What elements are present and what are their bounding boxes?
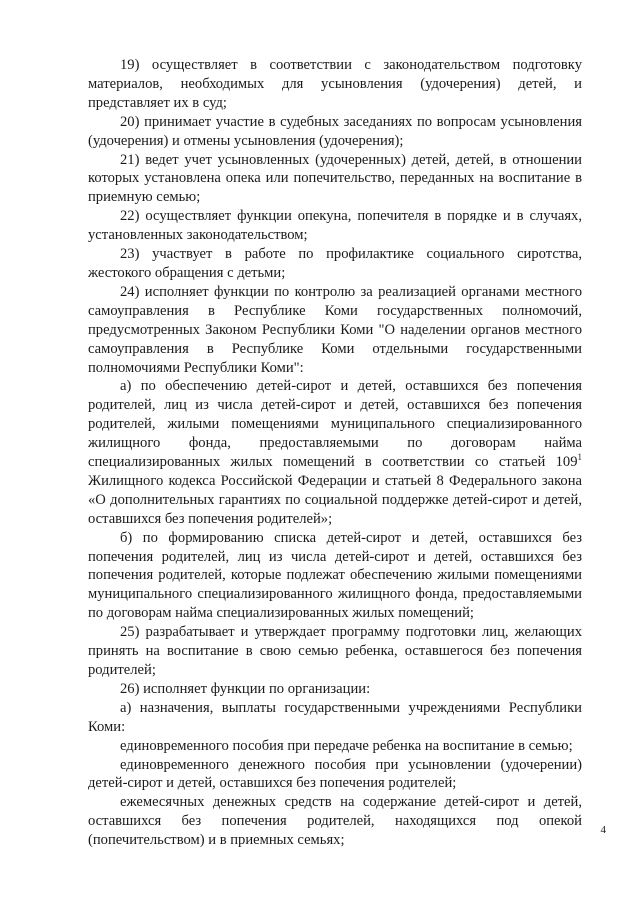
subitem-a-text-start: а) по обеспечению детей-сирот и детей, оставшихся без попечения родителей, лиц из числа детей-сирот и детей, оставшихся без попечения родителей, жилыми помещениями муниципального специализированного жилищного фонда, предоставляемыми по договорам найма специализированных жилых помещений в соответствии со статьей 109: [88, 378, 582, 471]
paragraph-item-22: 22) осуществляет функции опекуна, попечителя в порядке и в случаях, установленных законодательством;: [88, 208, 582, 244]
paragraph-item-19: 19) осуществляет в соответствии с законодательством подготовку материалов, необходимых для усыновления (удочерения) детей, и представляет их в суд;: [88, 57, 582, 111]
page-number: 4: [600, 824, 606, 836]
subitem-a-text-end: Жилищного кодекса Российской Федерации и статьей 8 Федерального закона «О дополнительных гарантиях по социальной поддержке детей-сирот и детей, оставшихся без попечения родителей»;: [88, 472, 582, 527]
paragraph-item-26: 26) исполняет функции по организации:: [120, 680, 371, 697]
paragraph-lump-sum-family: единовременного пособия при передаче ребенка на воспитание в семью;: [120, 737, 573, 754]
paragraph-subitem-a-payments: а) назначения, выплаты государственными учреждениями Республики Коми:: [88, 699, 582, 735]
paragraph-item-21: 21) ведет учет усыновленных (удочеренных) детей, детей, в отношении которых установлена опека или попечительство, переданных на воспитание в приемную семью;: [88, 151, 582, 206]
paragraph-monthly-funds: ежемесячных денежных средств на содержание детей-сирот и детей, оставшихся без попечения родителей, находящихся под опекой (попечительством) и в приемных семьях;: [88, 794, 582, 849]
paragraph-item-24: 24) исполняет функции по контролю за реализацией органами местного самоуправления в Республике Коми государственных полномочий, предусмотренных Законом Республики Коми "О наделении органов местного самоуправления в Республике Коми отдельными государственными полномочиями Республики Коми":: [88, 283, 582, 376]
document-body: [88, 56, 582, 850]
paragraph-item-25: 25) разрабатывает и утверждает программу подготовки лиц, желающих принять на воспитание в свою семью ребенка, оставшегося без попечения родителей;: [88, 624, 582, 678]
paragraph-subitem-b-list: б) по формированию списка детей-сирот и детей, оставшихся без попечения родителей, лиц из числа детей-сирот и детей, оставшихся без попечения родителей, которые подлежат обеспечению жилыми помещениями муниципального специализированного жилищного фонда, предоставляемыми по договорам найма специализированных жилых помещений;: [88, 529, 582, 622]
paragraph-lump-sum-adoption: единовременного денежного пособия при усыновлении (удочерении) детей-сирот и детей, оставшихся без попечения родителей;: [88, 756, 582, 792]
paragraph-subitem-a-housing: [88, 377, 582, 528]
paragraph-item-23: 23) участвует в работе по профилактике социального сиротства, жестокого обращения с детьми;: [88, 246, 582, 281]
paragraph-item-20: 20) принимает участие в судебных заседаниях по вопросам усыновления (удочерения) и отмены усыновления (удочерения);: [88, 113, 582, 149]
article-superscript: 1: [577, 452, 582, 463]
